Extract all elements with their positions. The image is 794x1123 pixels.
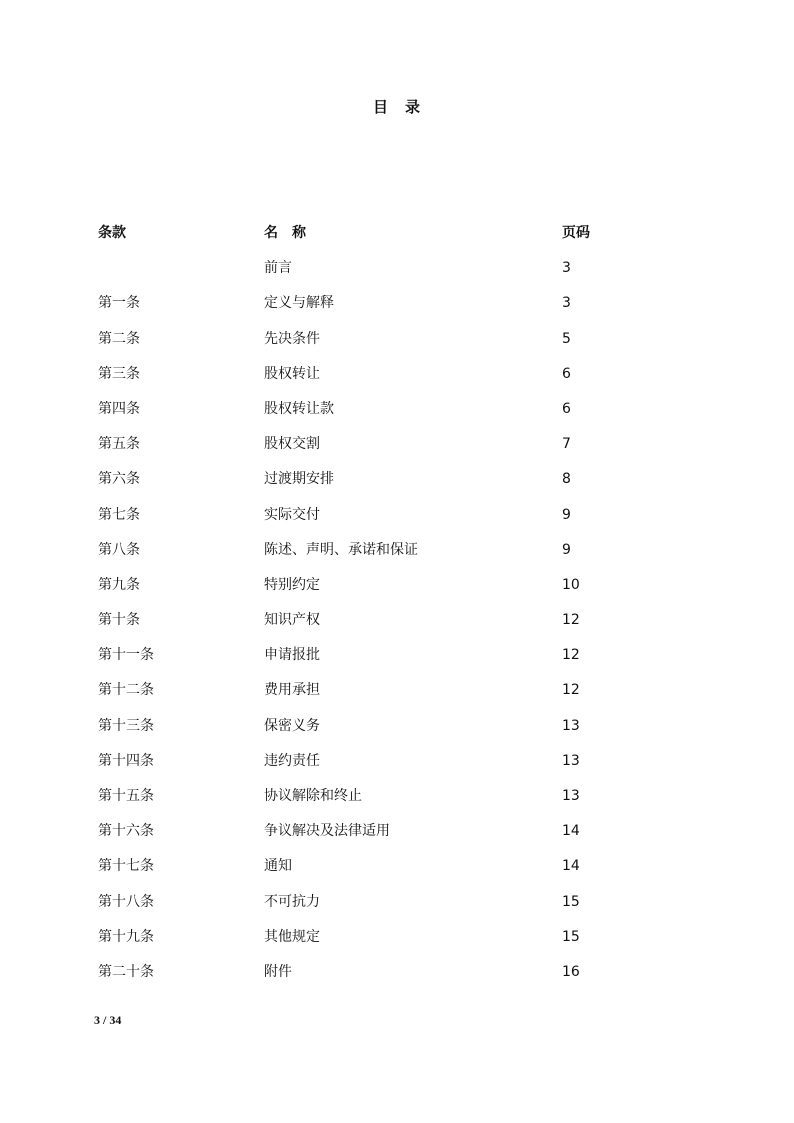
- toc-page: 15: [562, 893, 580, 910]
- toc-row: [98, 363, 658, 398]
- toc-page: 9: [562, 541, 571, 558]
- toc-name: 定义与解释: [264, 295, 334, 312]
- toc-page: 3: [562, 260, 571, 277]
- toc-clause: 第十八条: [98, 893, 154, 910]
- toc-name: 股权交割: [264, 436, 320, 453]
- toc-name: 通知: [264, 858, 292, 875]
- page-title: 目 录: [372, 98, 421, 116]
- toc-name: 过渡期安排: [264, 471, 334, 488]
- toc-clause: 第五条: [98, 436, 140, 453]
- toc-row: [98, 609, 658, 644]
- toc-row: [98, 433, 658, 468]
- toc-name: 不可抗力: [264, 893, 320, 910]
- toc-page: 14: [562, 823, 580, 840]
- toc-page: 13: [562, 788, 580, 804]
- toc-name: 前言: [264, 260, 292, 277]
- toc-name: 其他规定: [264, 928, 320, 945]
- toc-page: 5: [562, 330, 571, 347]
- toc-page: 12: [562, 682, 580, 699]
- toc-row: [98, 539, 658, 574]
- page-number: 3 / 34: [94, 1013, 122, 1027]
- toc-page: 6: [562, 400, 571, 417]
- toc-row: [98, 644, 658, 679]
- toc-page: 10: [562, 576, 580, 593]
- toc-row: [98, 679, 658, 714]
- toc-name: 违约责任: [264, 752, 320, 769]
- toc-page: 13: [562, 717, 580, 734]
- toc-row: [98, 468, 658, 503]
- header-clause: 条款: [98, 225, 126, 241]
- toc-row: [98, 820, 658, 855]
- toc-page: 15: [562, 928, 580, 945]
- header-page: 页码: [562, 225, 590, 241]
- toc-row: [98, 855, 658, 890]
- toc-row: [98, 574, 658, 609]
- toc-row: [98, 926, 658, 961]
- toc-name: 附件: [264, 963, 292, 980]
- toc-clause: 第十七条: [98, 858, 154, 875]
- toc-row: [98, 715, 658, 750]
- header-name: 名 称: [264, 225, 306, 241]
- toc-page: 6: [562, 365, 571, 382]
- toc-row: [98, 328, 658, 363]
- toc-clause: 第八条: [98, 541, 140, 558]
- toc-clause: 第四条: [98, 400, 140, 417]
- toc-page: 14: [562, 858, 580, 875]
- toc-page: 8: [562, 471, 571, 488]
- toc-clause: 第九条: [98, 576, 140, 593]
- toc-page: 12: [562, 647, 580, 664]
- toc-page: 7: [562, 436, 571, 453]
- toc-clause: 第十六条: [98, 823, 154, 840]
- toc-row: [98, 504, 658, 539]
- toc-name: 特别约定: [264, 576, 320, 593]
- toc-clause: 第三条: [98, 365, 140, 382]
- toc-row: [98, 750, 658, 785]
- toc-row: [98, 961, 658, 996]
- toc-rows: [98, 257, 658, 996]
- toc-name: 股权转让: [264, 365, 320, 382]
- table-of-contents: [98, 222, 658, 996]
- toc-name: 知识产权: [264, 612, 320, 629]
- toc-name: 申请报批: [264, 647, 320, 664]
- toc-clause: 第十一条: [98, 647, 154, 664]
- toc-name: 股权转让款: [264, 400, 334, 417]
- toc-page: 16: [562, 963, 580, 980]
- toc-row: [98, 785, 658, 820]
- toc-clause: 第二十条: [98, 963, 154, 980]
- toc-name: 陈述、声明、承诺和保证: [264, 541, 418, 558]
- toc-clause: 第十二条: [98, 682, 154, 699]
- toc-clause: 第七条: [98, 506, 140, 523]
- toc-header-row: [98, 222, 658, 257]
- toc-name: 先决条件: [264, 330, 320, 347]
- toc-name: 协议解除和终止: [264, 788, 362, 804]
- toc-clause: 第十九条: [98, 928, 154, 945]
- toc-clause: 第十四条: [98, 752, 154, 769]
- toc-row: [98, 257, 658, 292]
- toc-clause: 第十条: [98, 612, 140, 629]
- toc-row: [98, 891, 658, 926]
- toc-clause: 第十五条: [98, 788, 154, 804]
- toc-page: 9: [562, 506, 571, 523]
- toc-row: [98, 398, 658, 433]
- toc-page: 12: [562, 612, 580, 629]
- toc-row: [98, 292, 658, 327]
- toc-page: 13: [562, 752, 580, 769]
- toc-clause: 第二条: [98, 330, 140, 347]
- toc-clause: 第六条: [98, 471, 140, 488]
- toc-name: 争议解决及法律适用: [264, 823, 390, 840]
- toc-name: 费用承担: [264, 682, 320, 699]
- toc-clause: 第十三条: [98, 717, 154, 734]
- toc-clause: 第一条: [98, 295, 140, 312]
- toc-page: 3: [562, 295, 571, 312]
- toc-name: 实际交付: [264, 506, 320, 523]
- toc-name: 保密义务: [264, 717, 320, 734]
